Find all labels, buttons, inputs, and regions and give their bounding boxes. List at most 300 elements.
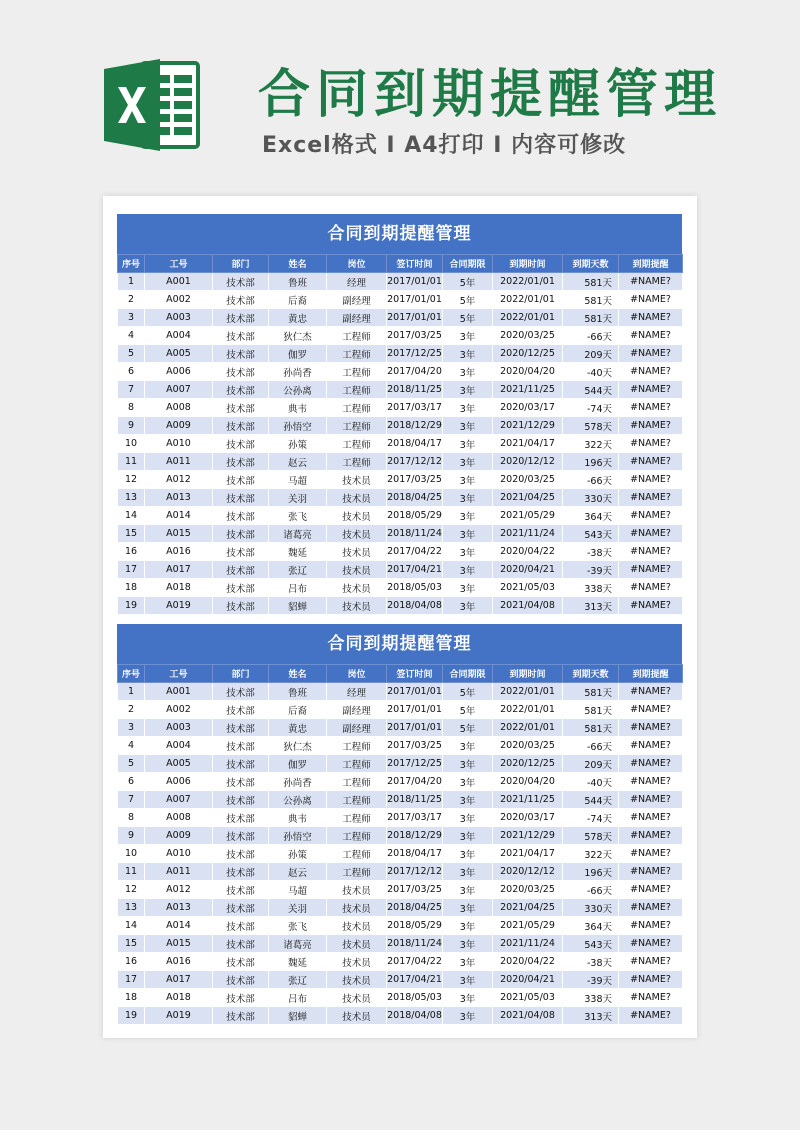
cell-dept: 技术部: [213, 917, 269, 935]
column-header-signed: 签订时间: [387, 255, 443, 273]
cell-dept: 技术部: [213, 953, 269, 971]
cell-days: 578天: [563, 827, 619, 845]
cell-id: A007: [145, 381, 213, 399]
cell-expiry: 2021/05/29: [493, 917, 563, 935]
cell-name: 马超: [269, 471, 327, 489]
cell-reminder: #NAME?: [619, 971, 683, 989]
cell-reminder: #NAME?: [619, 881, 683, 899]
cell-id: A010: [145, 845, 213, 863]
table-row: [118, 489, 683, 507]
cell-reminder: #NAME?: [619, 327, 683, 345]
cell-dept: 技术部: [213, 543, 269, 561]
cell-role: 工程师: [327, 417, 387, 435]
cell-id: A017: [145, 971, 213, 989]
cell-reminder: #NAME?: [619, 399, 683, 417]
cell-expiry: 2021/04/17: [493, 845, 563, 863]
cell-expiry: 2020/12/25: [493, 345, 563, 363]
cell-name: 伽罗: [269, 755, 327, 773]
cell-days: -38天: [563, 543, 619, 561]
cell-seq: 1: [118, 683, 145, 701]
cell-term: 3年: [443, 773, 493, 791]
cell-term: 3年: [443, 809, 493, 827]
cell-days: -40天: [563, 773, 619, 791]
cell-id: A005: [145, 755, 213, 773]
cell-seq: 14: [118, 507, 145, 525]
cell-days: 581天: [563, 309, 619, 327]
cell-reminder: #NAME?: [619, 701, 683, 719]
cell-term: 3年: [443, 737, 493, 755]
cell-days: 544天: [563, 381, 619, 399]
cell-expiry: 2020/03/25: [493, 881, 563, 899]
cell-days: 338天: [563, 579, 619, 597]
cell-signed: 2018/11/25: [387, 791, 443, 809]
cell-name: 孙尚香: [269, 363, 327, 381]
cell-dept: 技术部: [213, 971, 269, 989]
cell-dept: 技术部: [213, 453, 269, 471]
cell-name: 孙悟空: [269, 417, 327, 435]
cell-reminder: #NAME?: [619, 899, 683, 917]
cell-expiry: 2022/01/01: [493, 683, 563, 701]
cell-role: 工程师: [327, 381, 387, 399]
cell-dept: 技术部: [213, 827, 269, 845]
cell-reminder: #NAME?: [619, 935, 683, 953]
cell-signed: 2017/12/12: [387, 863, 443, 881]
cell-dept: 技术部: [213, 719, 269, 737]
cell-id: A018: [145, 989, 213, 1007]
cell-name: 典韦: [269, 809, 327, 827]
cell-role: 副经理: [327, 291, 387, 309]
cell-seq: 14: [118, 917, 145, 935]
cell-signed: 2018/11/24: [387, 525, 443, 543]
cell-name: 赵云: [269, 863, 327, 881]
cell-days: 196天: [563, 453, 619, 471]
cell-reminder: #NAME?: [619, 917, 683, 935]
cell-reminder: #NAME?: [619, 737, 683, 755]
cell-signed: 2017/01/01: [387, 719, 443, 737]
cell-dept: 技术部: [213, 525, 269, 543]
cell-expiry: 2020/04/21: [493, 561, 563, 579]
column-header-name: 姓名: [269, 665, 327, 683]
table-row: [118, 381, 683, 399]
cell-dept: 技术部: [213, 489, 269, 507]
table-row: [118, 273, 683, 291]
cell-name: 鲁班: [269, 273, 327, 291]
column-header-expiry: 到期时间: [493, 255, 563, 273]
cell-dept: 技术部: [213, 773, 269, 791]
cell-term: 3年: [443, 543, 493, 561]
cell-dept: 技术部: [213, 845, 269, 863]
cell-signed: 2017/03/25: [387, 881, 443, 899]
cell-role: 技术员: [327, 543, 387, 561]
cell-expiry: 2021/11/25: [493, 791, 563, 809]
cell-name: 伽罗: [269, 345, 327, 363]
cell-reminder: #NAME?: [619, 453, 683, 471]
cell-term: 3年: [443, 791, 493, 809]
cell-role: 工程师: [327, 327, 387, 345]
cell-dept: 技术部: [213, 899, 269, 917]
cell-expiry: 2020/12/12: [493, 863, 563, 881]
cell-name: 公孙离: [269, 381, 327, 399]
cell-name: 黄忠: [269, 719, 327, 737]
cell-expiry: 2022/01/01: [493, 701, 563, 719]
cell-expiry: 2020/04/22: [493, 953, 563, 971]
column-header-seq: 序号: [118, 255, 145, 273]
cell-role: 技术员: [327, 579, 387, 597]
cell-dept: 技术部: [213, 881, 269, 899]
table-row: [118, 863, 683, 881]
cell-seq: 5: [118, 755, 145, 773]
document-sheet: [103, 196, 697, 1038]
cell-term: 3年: [443, 525, 493, 543]
cell-reminder: #NAME?: [619, 507, 683, 525]
cell-name: 赵云: [269, 453, 327, 471]
cell-role: 工程师: [327, 827, 387, 845]
cell-term: 3年: [443, 381, 493, 399]
cell-id: A006: [145, 773, 213, 791]
cell-dept: 技术部: [213, 561, 269, 579]
cell-id: A005: [145, 345, 213, 363]
cell-signed: 2018/04/25: [387, 489, 443, 507]
table-row: [118, 417, 683, 435]
cell-signed: 2017/04/22: [387, 953, 443, 971]
cell-signed: 2017/12/25: [387, 755, 443, 773]
cell-signed: 2017/04/20: [387, 773, 443, 791]
cell-expiry: 2021/05/03: [493, 989, 563, 1007]
table-row: [118, 435, 683, 453]
cell-role: 经理: [327, 683, 387, 701]
cell-name: 孙悟空: [269, 827, 327, 845]
cell-role: 技术员: [327, 989, 387, 1007]
cell-id: A016: [145, 543, 213, 561]
cell-seq: 19: [118, 1007, 145, 1025]
column-header-reminder: 到期提醒: [619, 255, 683, 273]
table-row: [118, 507, 683, 525]
cell-seq: 11: [118, 863, 145, 881]
cell-id: A006: [145, 363, 213, 381]
cell-role: 工程师: [327, 435, 387, 453]
cell-expiry: 2020/03/25: [493, 327, 563, 345]
table-row: [118, 899, 683, 917]
column-header-name: 姓名: [269, 255, 327, 273]
table-row: [118, 309, 683, 327]
cell-reminder: #NAME?: [619, 363, 683, 381]
cell-days: 338天: [563, 989, 619, 1007]
cell-signed: 2018/12/29: [387, 827, 443, 845]
cell-dept: 技术部: [213, 363, 269, 381]
cell-term: 5年: [443, 309, 493, 327]
cell-expiry: 2022/01/01: [493, 273, 563, 291]
cell-role: 工程师: [327, 737, 387, 755]
table-row: [118, 683, 683, 701]
cell-dept: 技术部: [213, 345, 269, 363]
table-row: [118, 737, 683, 755]
cell-id: A007: [145, 791, 213, 809]
cell-reminder: #NAME?: [619, 755, 683, 773]
cell-name: 诸葛亮: [269, 935, 327, 953]
cell-role: 技术员: [327, 507, 387, 525]
cell-days: 364天: [563, 917, 619, 935]
column-header-term: 合同期限: [443, 255, 493, 273]
table-row: [118, 453, 683, 471]
cell-reminder: #NAME?: [619, 773, 683, 791]
cell-reminder: #NAME?: [619, 543, 683, 561]
cell-signed: 2017/01/01: [387, 701, 443, 719]
cell-reminder: #NAME?: [619, 579, 683, 597]
cell-signed: 2017/01/01: [387, 309, 443, 327]
cell-expiry: 2021/11/24: [493, 935, 563, 953]
contract-table: [117, 254, 683, 615]
cell-name: 马超: [269, 881, 327, 899]
cell-name: 典韦: [269, 399, 327, 417]
cell-role: 技术员: [327, 489, 387, 507]
cell-signed: 2017/12/25: [387, 345, 443, 363]
cell-signed: 2018/11/25: [387, 381, 443, 399]
cell-name: 貂蝉: [269, 1007, 327, 1025]
cell-seq: 7: [118, 381, 145, 399]
cell-reminder: #NAME?: [619, 345, 683, 363]
cell-reminder: #NAME?: [619, 597, 683, 615]
cell-seq: 17: [118, 561, 145, 579]
table-row: [118, 773, 683, 791]
table-row: [118, 525, 683, 543]
cell-term: 3年: [443, 363, 493, 381]
cell-seq: 5: [118, 345, 145, 363]
cell-expiry: 2021/05/03: [493, 579, 563, 597]
cell-signed: 2018/05/03: [387, 989, 443, 1007]
cell-days: 578天: [563, 417, 619, 435]
cell-dept: 技术部: [213, 417, 269, 435]
cell-dept: 技术部: [213, 507, 269, 525]
cell-term: 3年: [443, 417, 493, 435]
cell-role: 技术员: [327, 525, 387, 543]
cell-id: A018: [145, 579, 213, 597]
cell-id: A019: [145, 1007, 213, 1025]
cell-seq: 12: [118, 471, 145, 489]
column-header-id: 工号: [145, 255, 213, 273]
cell-term: 3年: [443, 917, 493, 935]
table-row: [118, 881, 683, 899]
cell-role: 技术员: [327, 917, 387, 935]
cell-name: 关羽: [269, 899, 327, 917]
cell-seq: 10: [118, 845, 145, 863]
cell-reminder: #NAME?: [619, 525, 683, 543]
cell-days: -66天: [563, 881, 619, 899]
cell-days: -74天: [563, 809, 619, 827]
cell-expiry: 2021/04/08: [493, 1007, 563, 1025]
table-row: [118, 755, 683, 773]
cell-name: 张飞: [269, 917, 327, 935]
cell-expiry: 2021/04/17: [493, 435, 563, 453]
cell-name: 鲁班: [269, 683, 327, 701]
table-row: [118, 917, 683, 935]
cell-days: -39天: [563, 971, 619, 989]
cell-dept: 技术部: [213, 309, 269, 327]
cell-term: 3年: [443, 845, 493, 863]
cell-signed: 2018/04/17: [387, 845, 443, 863]
cell-seq: 4: [118, 327, 145, 345]
cell-role: 工程师: [327, 453, 387, 471]
cell-id: A012: [145, 471, 213, 489]
cell-reminder: #NAME?: [619, 953, 683, 971]
cell-seq: 6: [118, 363, 145, 381]
cell-signed: 2017/03/17: [387, 399, 443, 417]
cell-term: 3年: [443, 881, 493, 899]
column-header-reminder: 到期提醒: [619, 665, 683, 683]
cell-expiry: 2020/12/25: [493, 755, 563, 773]
column-header-role: 岗位: [327, 255, 387, 273]
cell-dept: 技术部: [213, 1007, 269, 1025]
table-row: [118, 399, 683, 417]
cell-reminder: #NAME?: [619, 309, 683, 327]
cell-role: 工程师: [327, 809, 387, 827]
table-row: [118, 989, 683, 1007]
column-header-expiry: 到期时间: [493, 665, 563, 683]
table-title: 合同到期提醒管理: [117, 624, 682, 664]
cell-id: A014: [145, 507, 213, 525]
cell-term: 3年: [443, 935, 493, 953]
cell-days: 330天: [563, 489, 619, 507]
cell-days: -39天: [563, 561, 619, 579]
cell-role: 工程师: [327, 755, 387, 773]
cell-expiry: 2020/03/17: [493, 399, 563, 417]
cell-reminder: #NAME?: [619, 791, 683, 809]
cell-expiry: 2022/01/01: [493, 291, 563, 309]
cell-expiry: 2021/12/29: [493, 417, 563, 435]
cell-id: A001: [145, 683, 213, 701]
cell-dept: 技术部: [213, 273, 269, 291]
cell-term: 3年: [443, 755, 493, 773]
cell-seq: 6: [118, 773, 145, 791]
cell-days: 313天: [563, 1007, 619, 1025]
cell-signed: 2018/05/29: [387, 917, 443, 935]
cell-reminder: #NAME?: [619, 827, 683, 845]
cell-id: A013: [145, 899, 213, 917]
cell-expiry: 2020/04/20: [493, 363, 563, 381]
page-title: 合同到期提醒管理: [258, 65, 723, 125]
cell-dept: 技术部: [213, 327, 269, 345]
cell-role: 技术员: [327, 1007, 387, 1025]
cell-seq: 18: [118, 989, 145, 1007]
cell-name: 黄忠: [269, 309, 327, 327]
cell-expiry: 2021/05/29: [493, 507, 563, 525]
cell-seq: 2: [118, 291, 145, 309]
cell-expiry: 2021/12/29: [493, 827, 563, 845]
cell-expiry: 2020/04/22: [493, 543, 563, 561]
table-row: [118, 935, 683, 953]
cell-seq: 15: [118, 935, 145, 953]
cell-id: A003: [145, 309, 213, 327]
cell-term: 3年: [443, 597, 493, 615]
cell-signed: 2017/12/12: [387, 453, 443, 471]
cell-seq: 11: [118, 453, 145, 471]
table-row: [118, 579, 683, 597]
page-header: [0, 0, 800, 195]
cell-id: A019: [145, 597, 213, 615]
cell-days: 543天: [563, 935, 619, 953]
cell-reminder: #NAME?: [619, 845, 683, 863]
cell-dept: 技术部: [213, 701, 269, 719]
cell-dept: 技术部: [213, 683, 269, 701]
table-row: [118, 363, 683, 381]
cell-dept: 技术部: [213, 399, 269, 417]
cell-days: 196天: [563, 863, 619, 881]
cell-id: A001: [145, 273, 213, 291]
cell-days: 581天: [563, 719, 619, 737]
cell-expiry: 2020/04/21: [493, 971, 563, 989]
cell-role: 技术员: [327, 935, 387, 953]
contract-table: [117, 664, 683, 1025]
cell-signed: 2017/03/25: [387, 471, 443, 489]
cell-term: 5年: [443, 719, 493, 737]
cell-seq: 13: [118, 899, 145, 917]
cell-expiry: 2021/04/25: [493, 489, 563, 507]
cell-signed: 2017/03/25: [387, 327, 443, 345]
column-header-days: 到期天数: [563, 255, 619, 273]
cell-name: 魏延: [269, 953, 327, 971]
cell-name: 吕布: [269, 989, 327, 1007]
cell-seq: 13: [118, 489, 145, 507]
cell-days: 322天: [563, 435, 619, 453]
cell-role: 工程师: [327, 345, 387, 363]
cell-term: 3年: [443, 399, 493, 417]
table-row: [118, 1007, 683, 1025]
table-row: [118, 845, 683, 863]
cell-term: 3年: [443, 507, 493, 525]
cell-expiry: 2021/11/24: [493, 525, 563, 543]
cell-role: 副经理: [327, 309, 387, 327]
cell-signed: 2017/04/22: [387, 543, 443, 561]
cell-days: 581天: [563, 273, 619, 291]
cell-id: A016: [145, 953, 213, 971]
cell-reminder: #NAME?: [619, 809, 683, 827]
table-row: [118, 971, 683, 989]
cell-name: 公孙离: [269, 791, 327, 809]
cell-role: 技术员: [327, 953, 387, 971]
cell-role: 副经理: [327, 719, 387, 737]
cell-term: 3年: [443, 561, 493, 579]
cell-role: 经理: [327, 273, 387, 291]
column-header-role: 岗位: [327, 665, 387, 683]
cell-reminder: #NAME?: [619, 989, 683, 1007]
cell-seq: 12: [118, 881, 145, 899]
cell-seq: 3: [118, 719, 145, 737]
cell-reminder: #NAME?: [619, 719, 683, 737]
cell-days: -66天: [563, 471, 619, 489]
cell-term: 5年: [443, 291, 493, 309]
cell-role: 技术员: [327, 881, 387, 899]
cell-term: 3年: [443, 345, 493, 363]
cell-id: A002: [145, 701, 213, 719]
cell-role: 技术员: [327, 971, 387, 989]
cell-seq: 2: [118, 701, 145, 719]
cell-days: 581天: [563, 701, 619, 719]
cell-seq: 18: [118, 579, 145, 597]
cell-id: A009: [145, 827, 213, 845]
cell-role: 技术员: [327, 471, 387, 489]
column-header-id: 工号: [145, 665, 213, 683]
cell-term: 3年: [443, 453, 493, 471]
cell-signed: 2018/04/25: [387, 899, 443, 917]
table-row: [118, 597, 683, 615]
table-row: [118, 543, 683, 561]
cell-id: A011: [145, 863, 213, 881]
cell-role: 技术员: [327, 597, 387, 615]
cell-role: 工程师: [327, 863, 387, 881]
cell-seq: 4: [118, 737, 145, 755]
table-row: [118, 791, 683, 809]
cell-days: 544天: [563, 791, 619, 809]
cell-name: 孙策: [269, 435, 327, 453]
